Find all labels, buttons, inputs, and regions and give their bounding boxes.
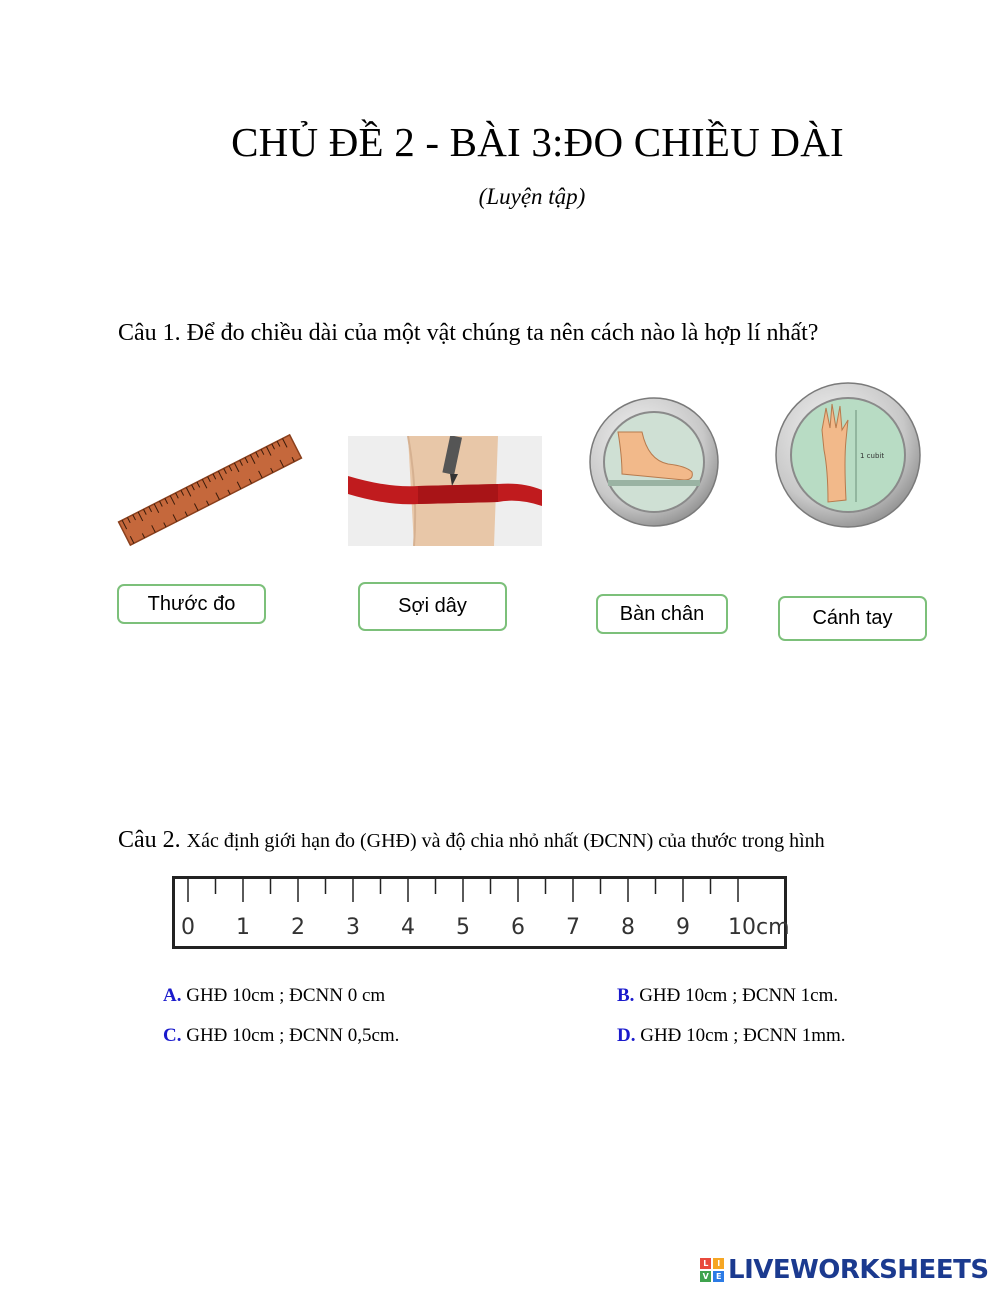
foot-image xyxy=(588,396,720,528)
ruler-tick-label: 5 xyxy=(456,915,470,940)
option-c-text: GHĐ 10cm ; ĐCNN 0,5cm. xyxy=(186,1025,400,1046)
liveworksheets-mark-icon xyxy=(700,1258,724,1282)
question-2-body: Xác định giới hạn đo (GHĐ) và độ chia nhỏ nhất (ĐCNN) của thước trong hình xyxy=(186,830,825,852)
mark-letter-l: L xyxy=(700,1258,711,1269)
answer-box-soi-day[interactable]: Sợi dây xyxy=(358,582,507,631)
ribbon-measure-image xyxy=(348,436,542,546)
answer-box-ban-chan[interactable]: Bàn chân xyxy=(596,594,728,634)
answer-box-canh-tay[interactable]: Cánh tay xyxy=(778,596,927,641)
ruler-tick-label: 4 xyxy=(401,915,415,940)
mark-letter-v: V xyxy=(700,1271,711,1282)
option-a-text: GHĐ 10cm ; ĐCNN 0 cm xyxy=(186,985,386,1006)
page-subtitle: (Luyện tập) xyxy=(478,184,586,209)
mark-letter-i: I xyxy=(713,1258,724,1269)
option-b[interactable] xyxy=(617,985,838,1007)
ruler-tick-label: 9 xyxy=(676,915,690,940)
option-d-text: GHĐ 10cm ; ĐCNN 1mm. xyxy=(640,1025,846,1046)
ruler-tick-label: 0 xyxy=(181,915,195,940)
liveworksheets-text: LIVEWORKSHEETS xyxy=(728,1255,989,1285)
option-a[interactable] xyxy=(163,985,385,1007)
question-2-text xyxy=(118,827,825,854)
ruler-tick-label: 10cm xyxy=(728,915,790,940)
question-1-text: Câu 1. Để đo chiều dài của một vật chúng ta nên cách nào là hợp lí nhất? xyxy=(118,320,819,346)
ruler-tick-label: 1 xyxy=(236,915,250,940)
option-c-letter: C. xyxy=(163,1025,182,1046)
ruler-tick-label: 7 xyxy=(566,915,580,940)
ruler-figure xyxy=(172,876,790,952)
wooden-ruler-image xyxy=(112,428,308,552)
ruler-tick-label: 3 xyxy=(346,915,360,940)
mark-letter-e: E xyxy=(713,1271,724,1282)
svg-text:1 cubit: 1 cubit xyxy=(860,452,885,460)
option-b-text: GHĐ 10cm ; ĐCNN 1cm. xyxy=(639,985,839,1006)
ruler-tick-label: 6 xyxy=(511,915,525,940)
question-2-prefix: Câu 2. xyxy=(118,827,181,853)
option-a-letter: A. xyxy=(163,985,182,1006)
option-d-letter: D. xyxy=(617,1025,636,1046)
arm-image xyxy=(772,380,924,530)
ruler-tick-label: 8 xyxy=(621,915,635,940)
option-b-letter: B. xyxy=(617,985,635,1006)
ruler-tick-label: 2 xyxy=(291,915,305,940)
answer-box-thuoc-do[interactable]: Thước đo xyxy=(117,584,266,624)
liveworksheets-logo xyxy=(700,1254,989,1286)
page-title: CHỦ ĐỀ 2 - BÀI 3:ĐO CHIỀU DÀI xyxy=(231,119,844,165)
option-c[interactable] xyxy=(163,1025,399,1047)
option-d[interactable] xyxy=(617,1025,846,1047)
